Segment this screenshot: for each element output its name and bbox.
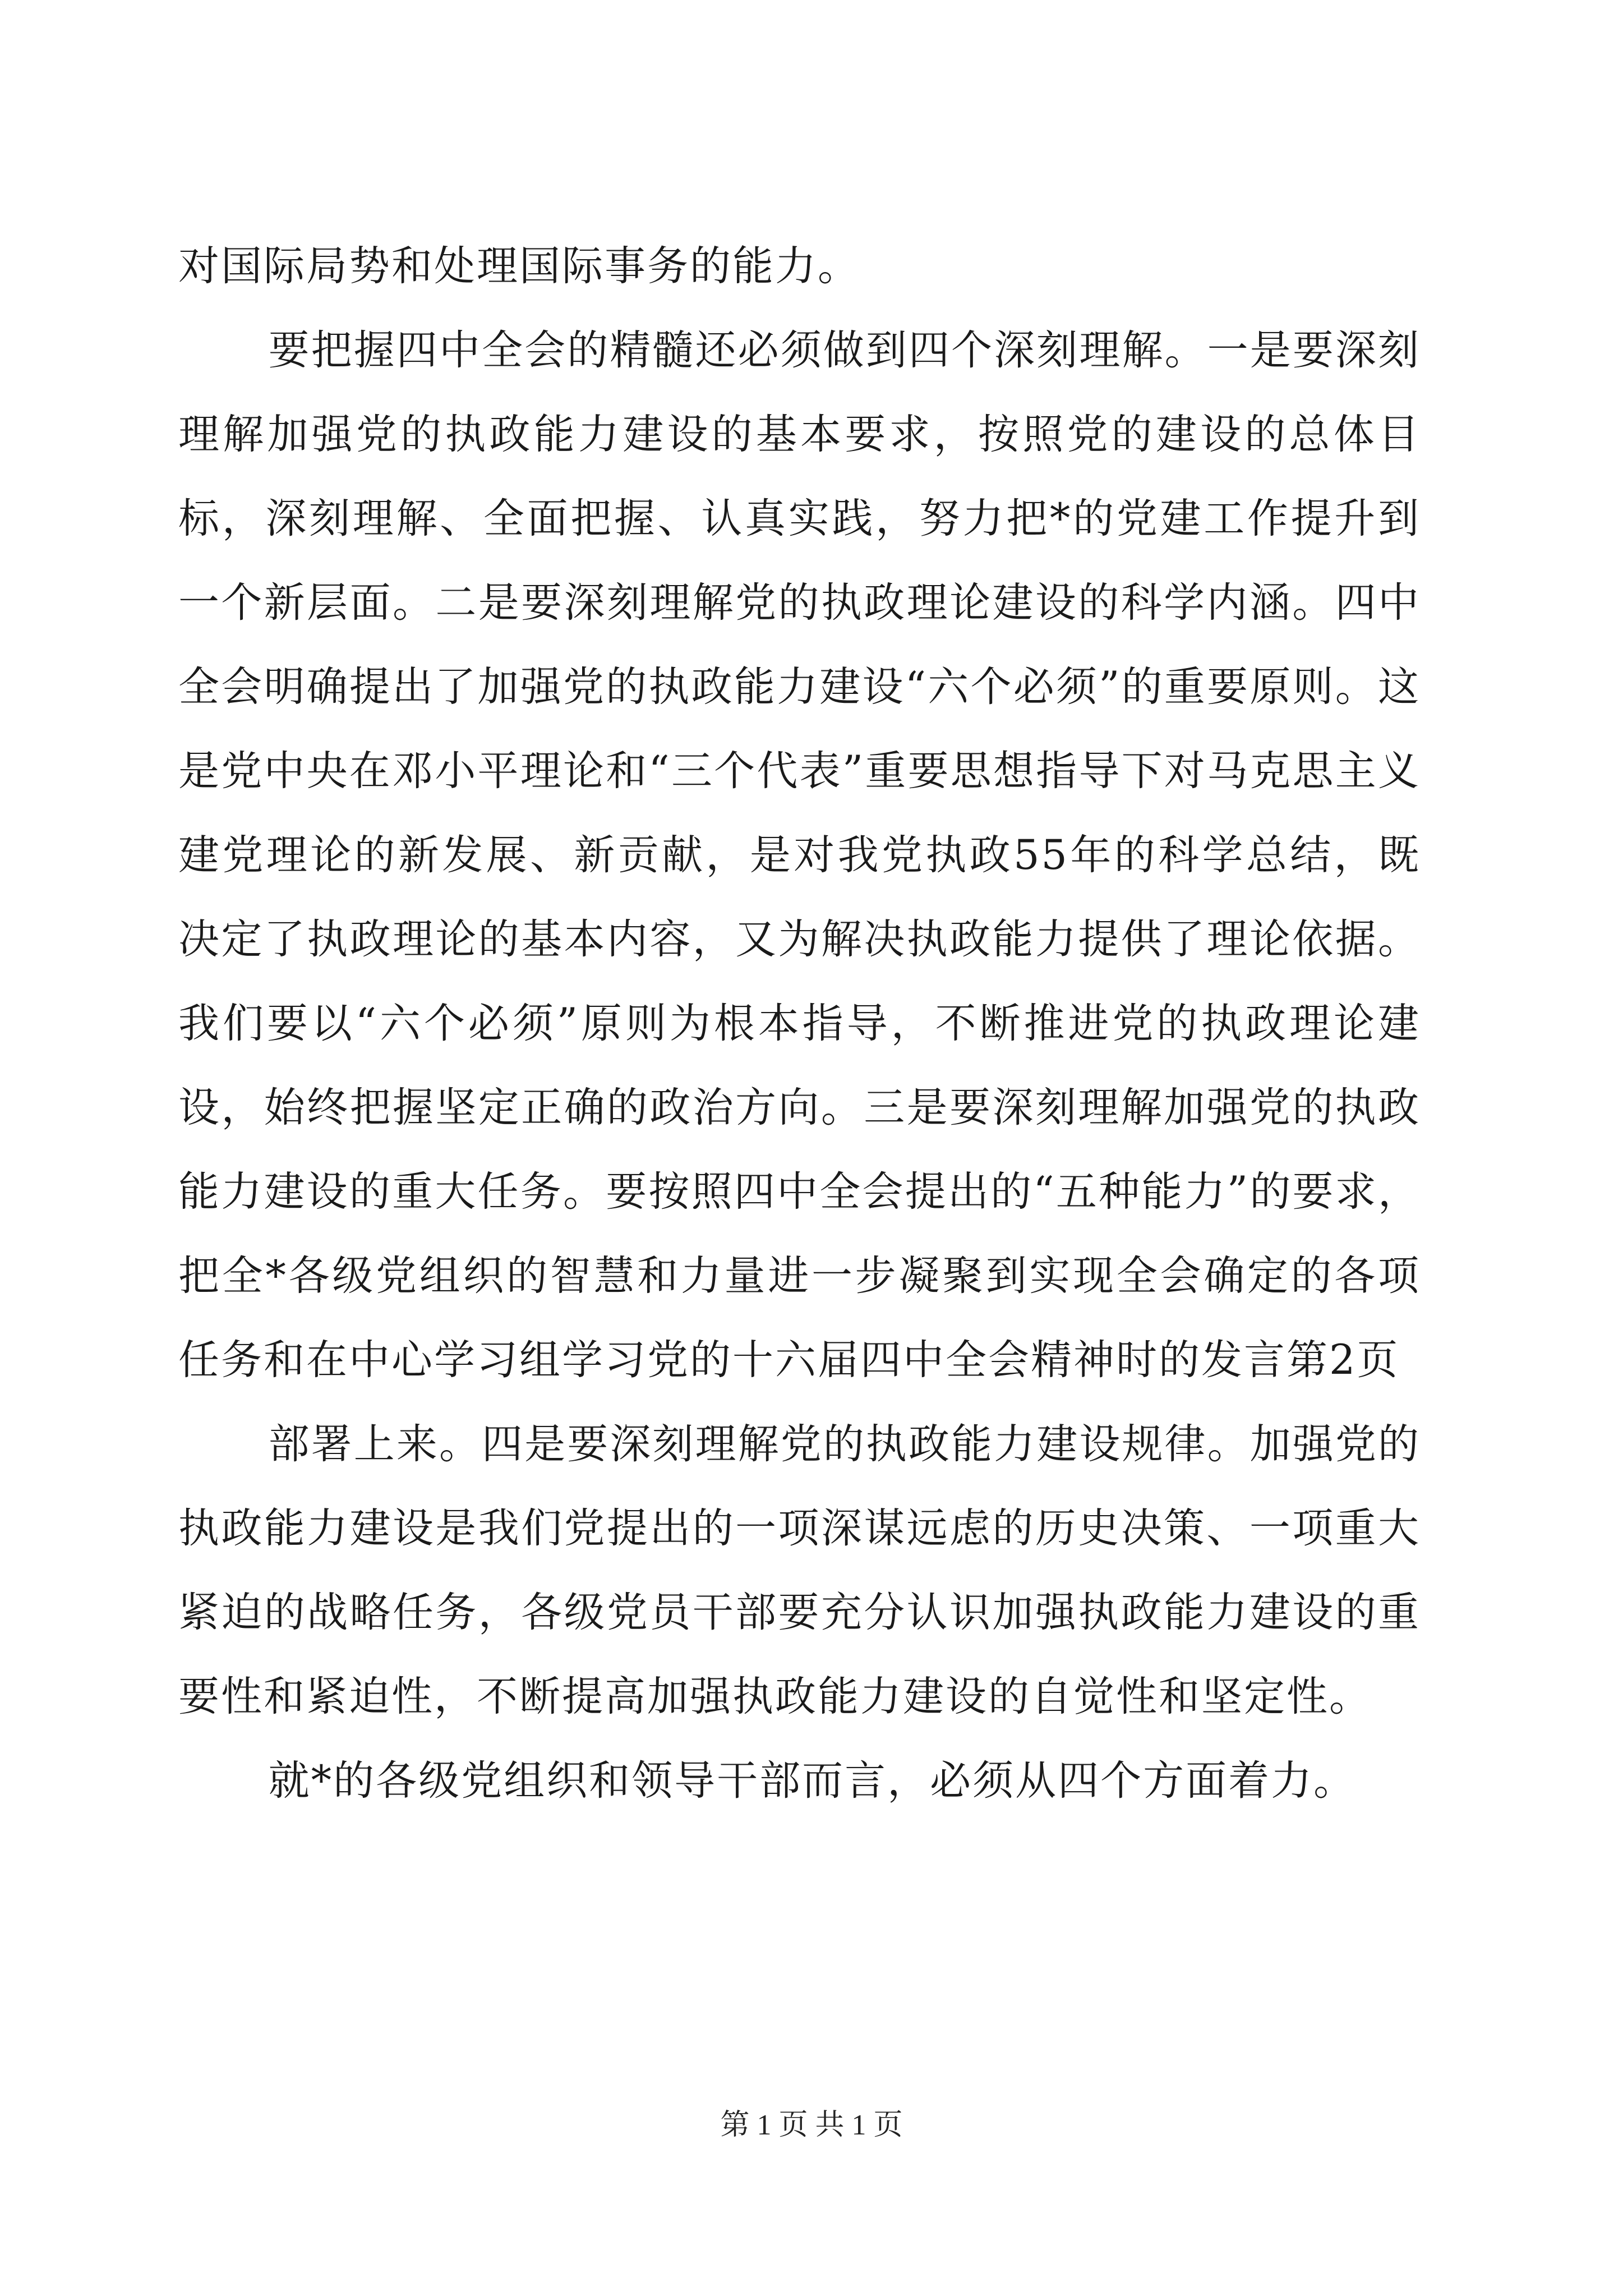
paragraph-1: 对国际局势和处理国际事务的能力。 xyxy=(178,242,860,290)
document-body xyxy=(178,224,1421,1823)
paragraph-3: 部署上来。四是要深刻理解党的执政能力建设规律。加强党的执政能力建设是我们党提出的一项深谋远虑的历史决策、一项重大紧迫的战略任务，各级党员干部要充分认识加强执政能力建设的重要性和紧迫性，不断提高加强执政能力建设的自觉性和坚定性。 xyxy=(178,1420,1421,1720)
paragraph-2: 要把握四中全会的精髓还必须做到四个深刻理解。一是要深刻理解加强党的执政能力建设的基本要求，按照党的建设的总体目标，深刻理解、全面把握、认真实践，努力把*的党建工作提升到一个新层面。二是要深刻理解党的执政理论建设的科学内涵。四中全会明确提出了加强党的执政能力建设“六个必须”的重要原则。这是党中央在邓小平理论和“三个代表”重要思想指导下对马克思主义建党理论的新发展、新贡献，是对我党执政55年的科学总结，既决定了执政理论的基本内容，又为解决执政能力提供了理论依据。我们要以“六个必须”原则为根本指导，不断推进党的执政理论建设，始终把握坚定正确的政治方向。三是要深刻理解加强党的执政能力建设的重大任务。要按照四中全会提出的“五种能力”的要求，把全*各级党组织的智慧和力量进一步凝聚到实现全会确定的各项任务和在中心学习组学习党的十六届四中全会精神时的发言第2页 xyxy=(178,326,1421,1384)
paragraph-4: 就*的各级党组织和领导干部而言，必须从四个方面着力。 xyxy=(268,1757,1357,1805)
page-footer: 第 1 页 共 1 页 xyxy=(720,2109,903,2141)
